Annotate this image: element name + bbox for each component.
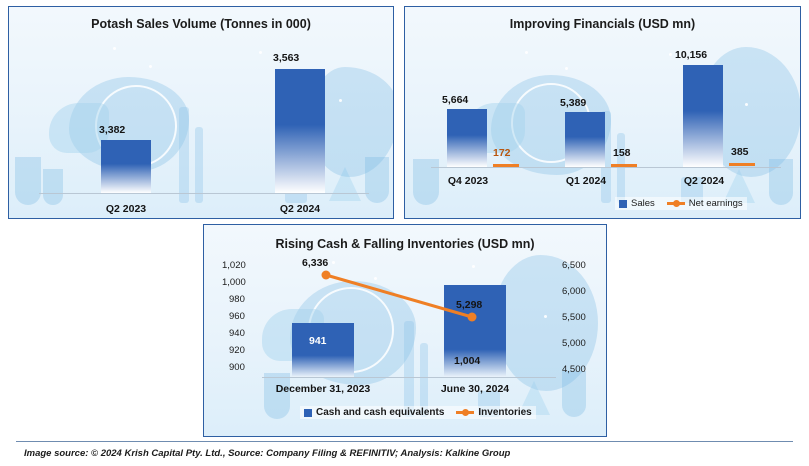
category-label-q1-2024: Q1 2024 — [565, 175, 607, 187]
bar-sales-q4-2023 — [447, 109, 487, 167]
category-label-q2-2024: Q2 2024 — [683, 175, 725, 187]
chart-panel-potash-sales-volume — [8, 6, 394, 219]
legend-item-net-earnings — [667, 198, 743, 209]
chart-panel-cash-and-inventories — [203, 224, 607, 437]
category-label-dec-2023: December 31, 2023 — [275, 383, 371, 395]
right-axis-tick-4500: 4,500 — [562, 364, 586, 375]
bar-sales-q2-2024 — [683, 65, 723, 167]
left-axis-tick-920: 920 — [229, 345, 245, 356]
category-label-q4-2023: Q4 2023 — [447, 175, 489, 187]
source-note: Image source: © 2024 Krish Capital Pty. Ltd., Source: Company Filing & REFINITIV; Analysis: Kalkine Group — [24, 448, 511, 459]
right-axis-tick-5500: 5,500 — [562, 312, 586, 323]
page-title: Rising Cash & Falling Inventories (USD mn) — [275, 237, 535, 251]
chart-legend — [300, 406, 536, 419]
right-axis-tick-6500: 6,500 — [562, 260, 586, 271]
bar-value-label-sales-q2-2024: 10,156 — [675, 49, 708, 61]
bar-value-label-q2-2024: 3,563 — [273, 52, 300, 64]
left-axis-tick-940: 940 — [229, 328, 245, 339]
left-axis-tick-1000: 1,000 — [222, 277, 246, 288]
left-axis-tick-960: 960 — [229, 311, 245, 322]
category-label-q2-2023: Q2 2023 — [105, 203, 147, 215]
legend-item-sales — [619, 198, 655, 209]
plot-area-chart3 — [204, 225, 606, 436]
bar-value-label-cash-jun-2024: 1,004 — [454, 355, 481, 367]
marker-net-earnings-q2-2024 — [729, 163, 755, 166]
plot-area-chart1 — [9, 7, 393, 218]
line-value-label-inventories-dec-2023: 6,336 — [302, 257, 329, 269]
left-axis-tick-1020: 1,020 — [222, 260, 246, 271]
legend-label-cash: Cash and cash equivalents — [316, 407, 445, 418]
legend-label-sales: Sales — [631, 198, 655, 209]
bar-sales-q1-2024 — [565, 112, 605, 167]
right-axis-tick-5000: 5,000 — [562, 338, 586, 349]
category-label-q2-2024: Q2 2024 — [279, 203, 321, 215]
left-axis-tick-900: 900 — [229, 362, 245, 373]
page-title: Improving Financials (USD mn) — [509, 17, 696, 31]
page-title: Potash Sales Volume (Tonnes in 000) — [91, 17, 311, 31]
value-label-net-earnings-q1-2024: 158 — [613, 147, 631, 159]
value-label-net-earnings-q4-2023: 172 — [493, 147, 511, 159]
legend-item-inventories — [456, 407, 531, 418]
panel-background — [204, 225, 606, 436]
chart-panel-improving-financials — [404, 6, 801, 219]
value-label-net-earnings-q2-2024: 385 — [731, 146, 749, 158]
legend-swatch-icon-cash — [304, 409, 312, 417]
left-axis-tick-980: 980 — [229, 294, 245, 305]
bar-value-label-cash-dec-2023: 941 — [309, 335, 327, 347]
chart-legend — [615, 197, 747, 210]
x-axis-line — [431, 167, 781, 168]
panel-background — [9, 7, 393, 218]
legend-label-inventories: Inventories — [478, 407, 532, 418]
x-axis-line — [39, 193, 369, 194]
inventories-line-series — [204, 225, 606, 436]
bar-value-label-q2-2023: 3,382 — [99, 124, 126, 136]
bar-q2-2023 — [101, 140, 151, 193]
line-value-label-inventories-jun-2024: 5,298 — [456, 299, 483, 311]
bar-q2-2024 — [275, 69, 325, 193]
legend-label-net-earnings: Net earnings — [688, 198, 743, 209]
legend-line-icon-net-earnings — [667, 202, 685, 205]
bar-value-label-sales-q4-2023: 5,664 — [442, 94, 469, 106]
legend-item-cash — [304, 407, 444, 418]
legend-line-icon-inventories — [456, 411, 474, 414]
category-label-jun-2024: June 30, 2024 — [440, 383, 510, 395]
footer-divider — [16, 441, 793, 442]
bar-value-label-sales-q1-2024: 5,389 — [560, 97, 587, 109]
legend-swatch-icon-sales — [619, 200, 627, 208]
marker-net-earnings-q4-2023 — [493, 164, 519, 167]
right-axis-tick-6000: 6,000 — [562, 286, 586, 297]
marker-net-earnings-q1-2024 — [611, 164, 637, 167]
panel-background — [405, 7, 800, 218]
plot-area-chart2 — [405, 7, 800, 218]
